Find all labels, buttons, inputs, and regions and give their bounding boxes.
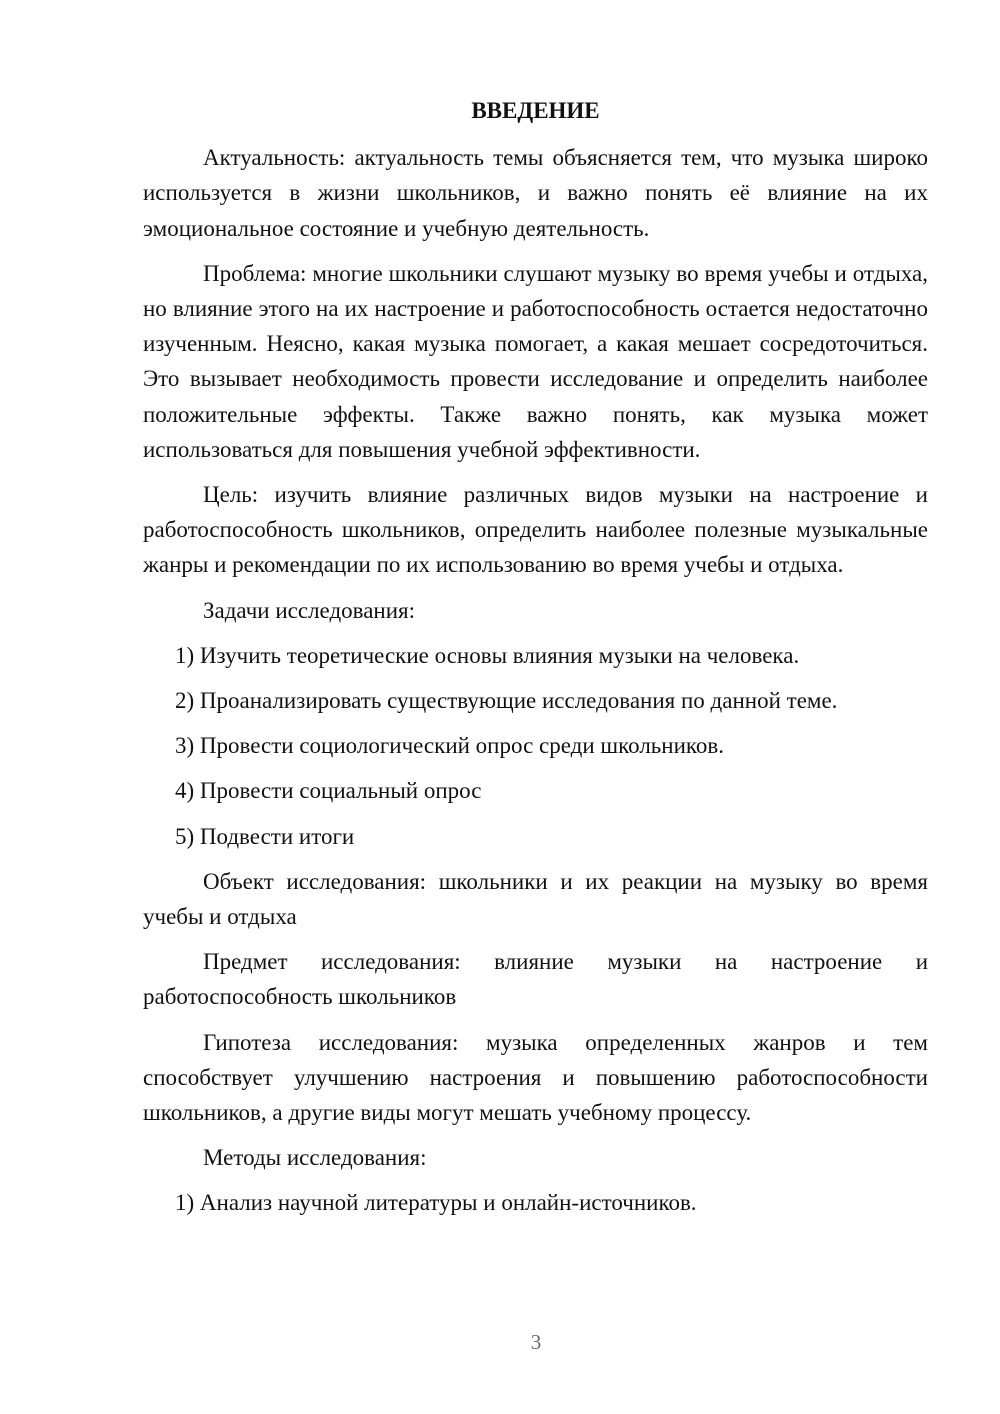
problem-paragraph: Проблема: многие школьники слушают музыку во время учебы и отдыха, но влияние этого на их настроение и работоспособность остается недостаточно изученным. Неясно, какая музыка помогает, а какая мешает сосредоточиться. Это вызывает необходимость провести исследование и определить наиболее положительные эффекты. Также важно понять, как музыка может использоваться для повышения учебной эффективности. [143,260,928,462]
tasks-heading: Задачи исследования: [203,597,416,623]
hypothesis-paragraph: Гипотеза исследования: музыка определенных жанров и тем способствует улучшению настроения и повышению работоспособности школьников, а другие виды могут мешать учебному процессу. [143,1029,928,1126]
relevance-paragraph: Актуальность: актуальность темы объясняется тем, что музыка широко используется в жизни школьников, и важно понять её влияние на их эмоциональное состояние и учебную деятельность. [143,145,928,241]
methods-list [143,1185,928,1220]
task-item: 5) Подвести итоги [175,823,355,849]
object-paragraph: Объект исследования: школьники и их реакции на музыку во время учебы и отдыха [143,868,928,930]
method-item: 1) Анализ научной литературы и онлайн-источников. [175,1190,697,1216]
task-item: 4) Провести социальный опрос [175,778,482,804]
page-content [143,93,928,1231]
page-number: 3 [530,1330,542,1354]
task-item: 2) Проанализировать существующие исследования по данной теме. [175,688,838,714]
task-item: 1) Изучить теоретические основы влияния музыки на человека. [175,642,800,668]
goal-paragraph: Цель: изучить влияние различных видов музыки на настроение и работоспособность школьников, определить наиболее полезные музыкальные жанры и рекомендации по их использованию во время учебы и отдыха. [143,482,928,578]
page-title: ВВЕДЕНИЕ [471,98,600,123]
methods-heading: Методы исследования: [203,1145,427,1171]
tasks-list [143,638,928,854]
task-item: 3) Провести социологический опрос среди школьников. [175,733,725,759]
subject-paragraph: Предмет исследования: влияние музыки на настроение и работоспособность школьников [143,949,928,1010]
